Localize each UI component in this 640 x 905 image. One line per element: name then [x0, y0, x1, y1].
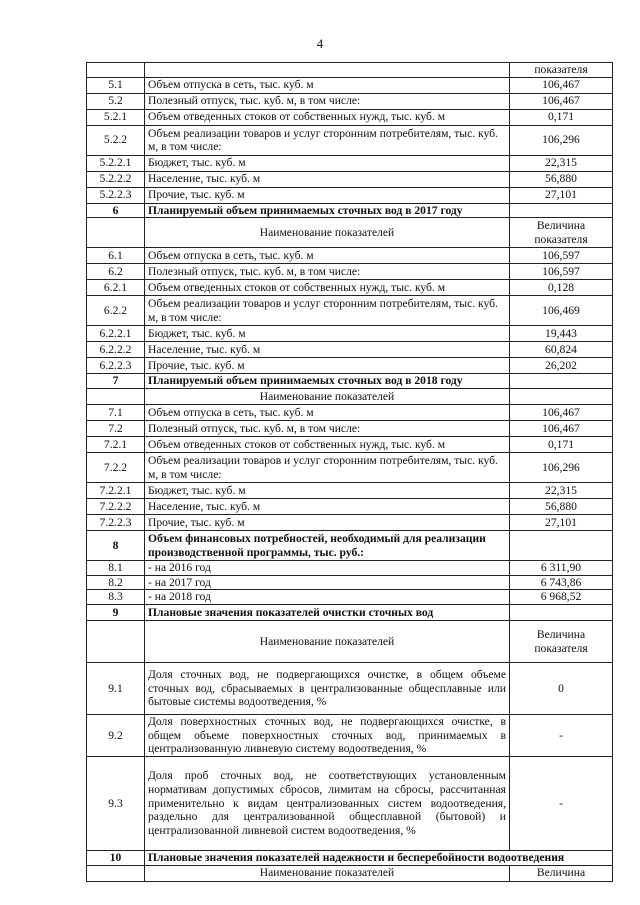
table-row — [87, 109, 613, 125]
indicator-name: Население, тыс. куб. м — [145, 171, 510, 187]
row-number: 5.2.2.1 — [87, 155, 145, 171]
table-row — [87, 125, 613, 155]
indicator-name: Полезный отпуск, тыс. куб. м, в том числе: — [145, 421, 510, 437]
row-number: 9.3 — [87, 757, 145, 851]
row-number: 7.2.2 — [87, 453, 145, 483]
indicator-value: 0,171 — [510, 437, 613, 453]
row-number: 7.1 — [87, 405, 145, 421]
indicator-name: Объем отведенных стоков от собственных нужд, тыс. куб. м — [145, 280, 510, 296]
indicator-name: Объем реализации товаров и услуг сторонним потребителям, тыс. куб. м, в том числе: — [145, 125, 510, 155]
row-number: 9.1 — [87, 663, 145, 715]
section-title: Планируемый объем принимаемых сточных вод в 2018 году — [145, 374, 510, 389]
column-header-name: Наименование показателей — [145, 865, 510, 881]
row-number: 8.3 — [87, 590, 145, 605]
table-row — [87, 171, 613, 187]
indicator-name: - на 2016 год — [145, 561, 510, 576]
table-row — [87, 405, 613, 421]
row-number: 5.2.2.3 — [87, 187, 145, 203]
indicator-name: Прочие, тыс. куб. м — [145, 515, 510, 531]
row-number — [87, 63, 145, 78]
section-row — [87, 531, 613, 561]
indicator-name: Объем отпуска в сеть, тыс. куб. м — [145, 77, 510, 93]
indicator-value: 0,128 — [510, 280, 613, 296]
table-row — [87, 155, 613, 171]
row-number: 7 — [87, 374, 145, 389]
indicator-value: 106,469 — [510, 296, 613, 326]
indicator-name: Объем отпуска в сеть, тыс. куб. м — [145, 405, 510, 421]
row-number: 6.2.2.1 — [87, 326, 145, 342]
indicator-name: Население, тыс. куб. м — [145, 342, 510, 358]
indicator-value — [510, 531, 613, 561]
indicator-name: Полезный отпуск, тыс. куб. м, в том числе: — [145, 264, 510, 280]
row-number — [87, 218, 145, 248]
table-row — [87, 421, 613, 437]
column-header-name: Наименование показателей — [145, 218, 510, 248]
section-row — [87, 374, 613, 389]
section-title: Объем финансовых потребностей, необходимый для реализации производственной программы, тыс. руб.: — [145, 531, 510, 561]
table-row — [87, 296, 613, 326]
indicator-name: Бюджет, тыс. куб. м — [145, 483, 510, 499]
table-row — [87, 757, 613, 851]
indicator-value: 106,296 — [510, 453, 613, 483]
row-number: 7.2.1 — [87, 437, 145, 453]
table-row — [87, 93, 613, 109]
indicators-table — [86, 62, 613, 882]
indicator-value: 6 743,86 — [510, 575, 613, 590]
header-row — [87, 389, 613, 405]
indicator-value: 22,315 — [510, 483, 613, 499]
indicator-value — [510, 203, 613, 218]
section-title: Плановые значения показателей очистки сточных вод — [145, 605, 510, 621]
row-number: 6.2.1 — [87, 280, 145, 296]
row-number: 8.1 — [87, 561, 145, 576]
indicator-name: Прочие, тыс. куб. м — [145, 187, 510, 203]
indicator-value: 19,443 — [510, 326, 613, 342]
row-number: 5.2.1 — [87, 109, 145, 125]
column-header-value: Величина показателя — [510, 621, 613, 663]
row-number: 7.2 — [87, 421, 145, 437]
indicator-value: 106,467 — [510, 421, 613, 437]
header-row — [87, 218, 613, 248]
indicator-name: Объем реализации товаров и услуг сторонним потребителям, тыс. куб. м, в том числе: — [145, 296, 510, 326]
indicator-value: 26,202 — [510, 358, 613, 374]
row-number: 6.2.2 — [87, 296, 145, 326]
indicator-value — [510, 605, 613, 621]
header-row — [87, 63, 613, 78]
table-row — [87, 326, 613, 342]
indicator-name: Бюджет, тыс. куб. м — [145, 155, 510, 171]
indicator-value: - — [510, 715, 613, 757]
column-header-value: Величина — [510, 865, 613, 881]
table-row — [87, 483, 613, 499]
table-row — [87, 499, 613, 515]
row-number — [87, 865, 145, 881]
indicator-name: Население, тыс. куб. м — [145, 499, 510, 515]
indicator-value: 6 968,52 — [510, 590, 613, 605]
indicator-name: Доля проб сточных вод, не соответствующих установленным нормативам допустимых сбросов, лимитам на сбросы, рассчитанная применительно к видам централизованных систем водоотведения, раздельно для централизованной общесплавной (бытовой) и централизованной ливневой систем водоотведения, % — [145, 757, 510, 851]
indicator-value: 106,597 — [510, 264, 613, 280]
section-title: Плановые значения показателей надежности и бесперебойности водоотведения — [145, 851, 613, 866]
row-number: 5.2.2.2 — [87, 171, 145, 187]
row-number: 6.2.2.2 — [87, 342, 145, 358]
table-row — [87, 358, 613, 374]
indicator-value: 56,880 — [510, 499, 613, 515]
section-row — [87, 851, 613, 866]
row-number: 10 — [87, 851, 145, 866]
column-header-value — [510, 389, 613, 405]
indicator-value: 56,880 — [510, 171, 613, 187]
column-header-value: показателя — [510, 63, 613, 78]
row-number: 6.2 — [87, 264, 145, 280]
indicator-value: 106,597 — [510, 248, 613, 264]
indicator-name: Объем отведенных стоков от собственных нужд, тыс. куб. м — [145, 437, 510, 453]
table-row — [87, 715, 613, 757]
indicator-name: - на 2017 год — [145, 575, 510, 590]
indicator-value: 27,101 — [510, 187, 613, 203]
table-row — [87, 342, 613, 358]
indicator-name: Объем отведенных стоков от собственных нужд, тыс. куб. м — [145, 109, 510, 125]
indicator-value: 0,171 — [510, 109, 613, 125]
section-row — [87, 203, 613, 218]
table-row — [87, 515, 613, 531]
row-number: 7.2.2.2 — [87, 499, 145, 515]
table-row — [87, 280, 613, 296]
row-number: 6 — [87, 203, 145, 218]
header-row — [87, 621, 613, 663]
indicator-name: Доля поверхностных сточных вод, не подвергающихся очистке, в общем объеме поверхностных сточных вод, принимаемых в централизованную ливневую систему водоотведения, % — [145, 715, 510, 757]
row-number: 9.2 — [87, 715, 145, 757]
row-number: 5.2 — [87, 93, 145, 109]
row-number: 7.2.2.1 — [87, 483, 145, 499]
table-row — [87, 453, 613, 483]
page-number: 4 — [316, 36, 324, 51]
row-number: 5.2.2 — [87, 125, 145, 155]
column-header-value: Величина показателя — [510, 218, 613, 248]
indicator-value: 60,824 — [510, 342, 613, 358]
indicator-name: Объем реализации товаров и услуг сторонним потребителям, тыс. куб. м, в том числе: — [145, 453, 510, 483]
header-row — [87, 865, 613, 881]
table-row — [87, 590, 613, 605]
indicator-value: 106,296 — [510, 125, 613, 155]
row-number: 5.1 — [87, 77, 145, 93]
indicator-name: - на 2018 год — [145, 590, 510, 605]
table-row — [87, 437, 613, 453]
table-row — [87, 187, 613, 203]
row-number — [87, 389, 145, 405]
indicator-value: 106,467 — [510, 93, 613, 109]
indicator-value: 27,101 — [510, 515, 613, 531]
table-row — [87, 77, 613, 93]
row-number: 8.2 — [87, 575, 145, 590]
indicator-name: Бюджет, тыс. куб. м — [145, 326, 510, 342]
row-number: 8 — [87, 531, 145, 561]
indicator-value: 6 311,90 — [510, 561, 613, 576]
row-number: 6.1 — [87, 248, 145, 264]
indicator-value: - — [510, 757, 613, 851]
section-title: Планируемый объем принимаемых сточных вод в 2017 году — [145, 203, 510, 218]
row-number: 9 — [87, 605, 145, 621]
indicator-value: 22,315 — [510, 155, 613, 171]
indicator-value — [510, 374, 613, 389]
column-header-name: Наименование показателей — [145, 621, 510, 663]
indicator-name: Доля сточных вод, не подвергающихся очистке, в общем объеме сточных вод, сбрасываемых в централизованные общесплавные или бытовые системы водоотведения, % — [145, 663, 510, 715]
section-row — [87, 605, 613, 621]
indicator-value: 106,467 — [510, 405, 613, 421]
row-number: 7.2.2.3 — [87, 515, 145, 531]
indicator-name: Полезный отпуск, тыс. куб. м, в том числе: — [145, 93, 510, 109]
table-row — [87, 575, 613, 590]
table-row — [87, 248, 613, 264]
indicator-name: Прочие, тыс. куб. м — [145, 358, 510, 374]
indicator-name: Объем отпуска в сеть, тыс. куб. м — [145, 248, 510, 264]
table-row — [87, 561, 613, 576]
column-header-name — [145, 63, 510, 78]
table-row — [87, 264, 613, 280]
indicator-value: 106,467 — [510, 77, 613, 93]
indicator-value: 0 — [510, 663, 613, 715]
table-body — [87, 63, 613, 882]
row-number: 6.2.2.3 — [87, 358, 145, 374]
row-number — [87, 621, 145, 663]
column-header-name: Наименование показателей — [145, 389, 510, 405]
table-row — [87, 663, 613, 715]
